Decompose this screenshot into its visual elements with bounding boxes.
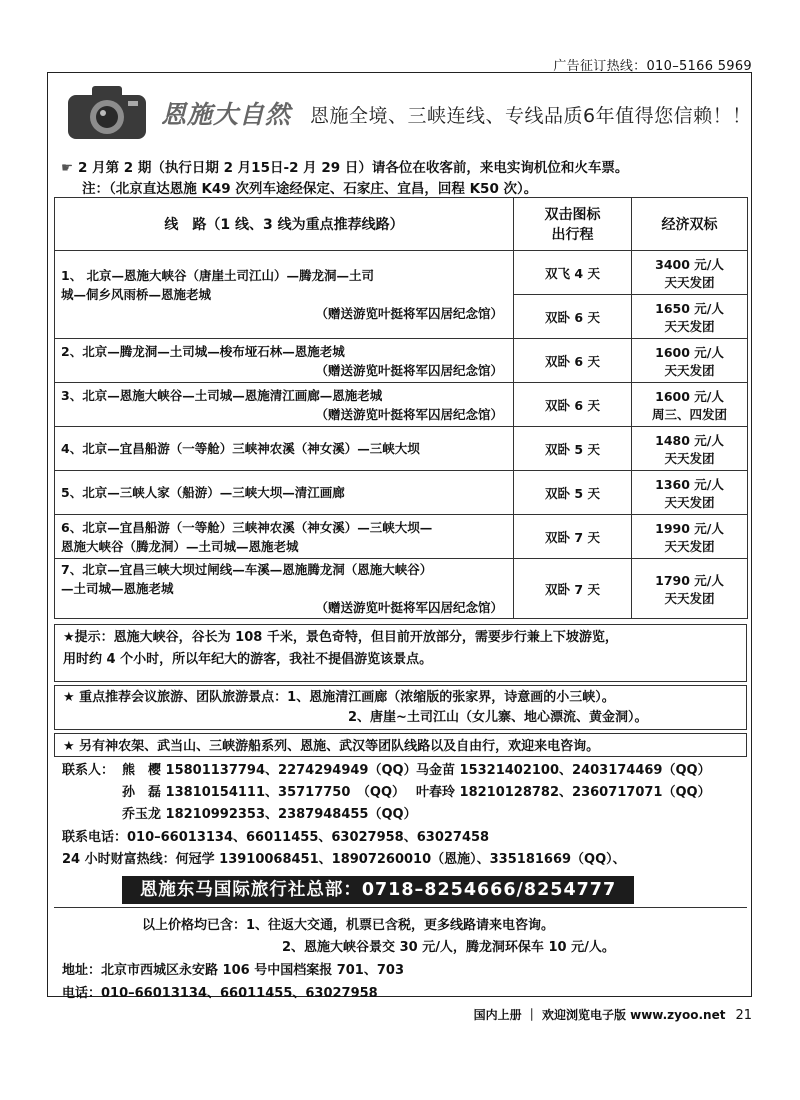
price-cell — [632, 383, 748, 427]
table-header — [55, 198, 748, 251]
route-text: 6、北京—宜昌船游（一等舱）三峡神农溪（神女溪）—三峡大坝— — [61, 519, 433, 535]
camera-icon — [66, 83, 148, 141]
price-includes: 以上价格均已含：1、往返大交通，机票已含税，更多线路请来电咨询。 — [142, 918, 555, 933]
table-row — [55, 383, 748, 427]
col-price-header: 经济双标 — [632, 198, 748, 251]
gift-note: （赠送游览叶挺将军囚居纪念馆） — [315, 406, 503, 422]
mode-cell: 双卧 5 天 — [514, 427, 632, 471]
tip-section — [54, 624, 747, 682]
mode-cell: 双卧 6 天 — [514, 295, 632, 339]
table-row — [55, 339, 748, 383]
price: 1790 元/人 — [655, 572, 724, 588]
route-cell — [55, 471, 514, 515]
route-table — [54, 197, 748, 619]
table-row — [55, 515, 748, 559]
page-footer — [474, 1006, 752, 1023]
price: 1600 元/人 — [655, 344, 724, 360]
route-text: 7、北京—宜昌三峡大坝过闸线—车溪—恩施腾龙洞（恩施大峡谷） — [61, 562, 433, 577]
table-row — [55, 251, 748, 295]
price-cell — [632, 471, 748, 515]
route-cell — [55, 251, 514, 339]
mode-cell: 双卧 7 天 — [514, 515, 632, 559]
slogan: 恩施全境、三峡连线、专线品质6年值得您信赖！！ — [310, 105, 752, 127]
route-text: 城—侗乡风雨桥—恩施老城 — [61, 287, 212, 302]
departure: 天天发团 — [664, 450, 715, 466]
col-route-header: 线 路（1 线、3 线为重点推荐线路） — [55, 198, 514, 251]
route-text: —土司城—恩施老城 — [61, 581, 174, 596]
contact-person: 马金苗 15321402100、2403174469（QQ） — [416, 763, 711, 778]
agency-banner: 恩施东马国际旅行社总部：0718–8254666/8254777 — [122, 876, 634, 904]
recommend-section — [54, 685, 747, 730]
col-mode-line1: 双击图标 — [544, 207, 601, 223]
recommend-line: 2、唐崖~土司江山（女儿寨、地心漂流、黄金洞）。 — [348, 710, 648, 725]
contact-phone: 联系电话：010–66013134、66011455、63027958、63027458 — [62, 830, 490, 845]
price-cell — [632, 427, 748, 471]
mode-cell: 双卧 6 天 — [514, 383, 632, 427]
table-row — [55, 559, 748, 619]
ad-hotline: 广告征订热线：010–5166 5969 — [553, 59, 752, 74]
price-includes: 2、恩施大峡谷景交 30 元/人，腾龙洞环保车 10 元/人。 — [282, 940, 615, 955]
price: 1480 元/人 — [655, 432, 724, 448]
price-cell — [632, 515, 748, 559]
banner — [48, 73, 751, 151]
departure: 天天发团 — [664, 274, 715, 290]
route-cell — [55, 383, 514, 427]
price-cell — [632, 251, 748, 295]
mode-cell: 双飞 4 天 — [514, 251, 632, 295]
footer-info — [54, 907, 747, 1001]
price: 1990 元/人 — [655, 520, 724, 536]
table-row — [55, 471, 748, 515]
route-text: 1、 北京—恩施大峡谷（唐崖土司江山）—腾龙洞—土司 — [61, 268, 375, 283]
route-text: 3、北京—恩施大峡谷—土司城—恩施清江画廊—恩施老城 — [61, 387, 383, 403]
route-cell — [55, 427, 514, 471]
pointing-hand-icon: ☛ — [60, 160, 74, 176]
telephone: 电话：010–66013134、66011455、63027958 — [62, 986, 378, 1001]
departure: 天天发团 — [664, 494, 715, 510]
footer-text: 国内上册 ｜ 欢迎浏览电子版 www.zyoo.net — [473, 1008, 726, 1022]
route-cell — [55, 515, 514, 559]
route-cell — [55, 339, 514, 383]
hotline-24h: 24 小时财富热线：何冠学 13910068451、18907260010（恩施）、335181669（QQ）、 — [62, 852, 626, 867]
notice-train: 注：（北京直达恩施 K49 次列车途经保定、石家庄、宜昌，回程 K50 次）。 — [82, 181, 538, 197]
price-cell — [632, 559, 748, 619]
tip-line: ★提示：恩施大峡谷，谷长为 108 千米，景色奇特，但目前开放部分，需要步行兼上下坡游览， — [63, 630, 618, 645]
address: 地址：北京市西城区永安路 106 号中国档案报 701、703 — [62, 963, 404, 978]
recommend-line: ★ 重点推荐会议旅游、团队旅游景点：1、恩施清江画廊（浓缩版的张家界，诗意画的小三峡）。 — [63, 690, 615, 705]
mode-cell: 双卧 5 天 — [514, 471, 632, 515]
ad-frame — [47, 72, 752, 1001]
departure: 天天发团 — [664, 318, 715, 334]
price: 1360 元/人 — [655, 476, 724, 492]
route-text: 2、北京—腾龙洞—土司城—梭布垭石林—恩施老城 — [61, 343, 345, 359]
col-mode-header — [514, 198, 632, 251]
departure: 周三、四发团 — [651, 406, 727, 422]
notice-schedule-text: 2 月第 2 期（执行日期 2 月15日-2 月 29 日）请各位在收客前，来电实询机位和火车票。 — [78, 160, 629, 176]
route-text: 5、北京—三峡人家（船游）—三峡大坝—清江画廊 — [61, 485, 345, 500]
contact-person: 熊 樱 15801137794、2274294949（QQ） — [122, 763, 417, 778]
price-cell — [632, 295, 748, 339]
contact-person: 叶春玲 18210128782、2360717071（QQ） — [416, 785, 711, 800]
price: 1600 元/人 — [655, 388, 724, 404]
mode-cell: 双卧 6 天 — [514, 339, 632, 383]
page-number: 21 — [735, 1008, 752, 1023]
contact-person: 孙 磊 13810154111、35717750 （QQ） — [122, 785, 405, 800]
price-cell — [632, 339, 748, 383]
price: 1650 元/人 — [655, 300, 724, 316]
mode-cell: 双卧 7 天 — [514, 559, 632, 619]
notice-schedule — [56, 156, 628, 176]
tip-line: 用时约 4 个小时，所以年纪大的游客，我社不提倡游览该景点。 — [63, 652, 433, 667]
gift-note: （赠送游览叶挺将军囚居纪念馆） — [315, 362, 503, 378]
brand-name: 恩施大自然 — [161, 100, 292, 129]
gift-note: （赠送游览叶挺将军囚居纪念馆） — [315, 600, 503, 615]
departure: 天天发团 — [664, 590, 715, 606]
table-row — [55, 427, 748, 471]
route-text: 4、北京—宜昌船游（一等舱）三峡神农溪（神女溪）—三峡大坝 — [61, 441, 420, 456]
departure: 天天发团 — [664, 538, 715, 554]
contact-person: 乔玉龙 18210992353、2387948455（QQ） — [122, 807, 417, 822]
more-routes-section: ★ 另有神农架、武当山、三峡游船系列、恩施、武汉等团队线路以及自由行，欢迎来电咨询。 — [54, 733, 747, 757]
gift-note: （赠送游览叶挺将军囚居纪念馆） — [315, 306, 503, 321]
col-mode-line2: 出行程 — [551, 227, 594, 243]
contacts-label: 联系人： — [62, 763, 115, 778]
price: 3400 元/人 — [655, 256, 724, 272]
route-cell — [55, 559, 514, 619]
departure: 天天发团 — [664, 362, 715, 378]
route-text: 恩施大峡谷（腾龙洞）—土司城—恩施老城 — [61, 538, 299, 554]
